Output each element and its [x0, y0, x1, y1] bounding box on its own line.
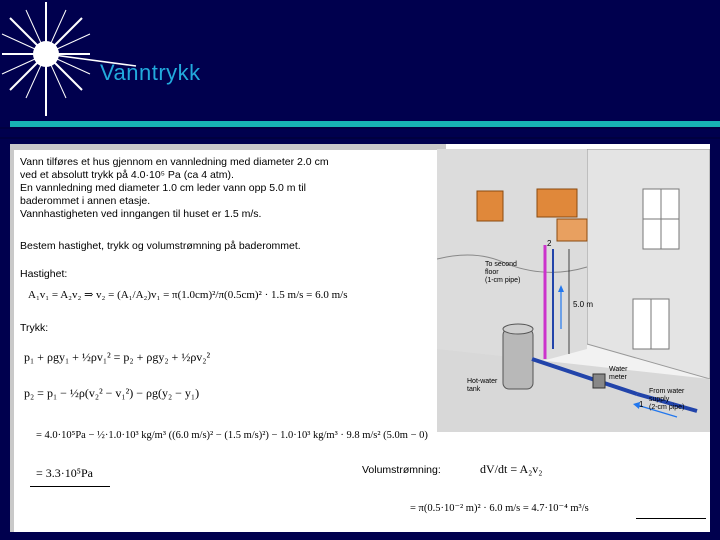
slide-content	[10, 144, 710, 532]
point-1-label: 1	[639, 400, 644, 409]
velocity-heading: Hastighet:	[20, 268, 68, 280]
pressure-heading: Trykk:	[20, 322, 49, 334]
problem-line-4: baderommet i annen etasje.	[20, 195, 151, 207]
supply-label-3: (2-cm pipe)	[649, 404, 685, 411]
problem-line-1: Vann tilføres et hus gjennom en vannledning med diameter 2.0 cm	[20, 156, 329, 168]
point-2-label: 2	[547, 239, 552, 248]
problem-line-5: Vannhastigheten ved inngangen til huset er 1.5 m/s.	[20, 208, 262, 220]
problem-line-2: ved et absolutt trykk på 4.0·10⁵ Pa (ca 4 atm).	[20, 169, 234, 181]
tank-label-1: Hot-water	[467, 378, 498, 385]
water-meter-label-2: meter	[609, 374, 627, 381]
second-floor-label-3: (1-cm pipe)	[485, 277, 521, 284]
second-floor-label-2: floor	[485, 269, 499, 276]
velocity-equation: A₁v₁ = A₂v₂ ⇒ v₂ = (A₁/A₂)v₁ = π(1.0cm)²/π(0.5cm)² · 1.5 m/s = 6.0 m/s	[28, 289, 348, 301]
question-text: Bestem hastighet, trykk og volumstrømning på baderommet.	[20, 240, 301, 252]
water-meter-label-1: Water	[609, 366, 628, 373]
house-plumbing-illustration	[437, 149, 710, 432]
accent-bar	[10, 121, 720, 127]
pressure-equation: p₂ = p₁ − ½ρ(v₂² − v₁²) − ρg(y₂ − y₁)	[24, 386, 200, 400]
supply-label-2: supply	[649, 396, 670, 403]
tank-label-2: tank	[467, 386, 481, 393]
second-floor-label-1: To second	[485, 261, 517, 268]
top-border	[10, 144, 446, 150]
pressure-numbers: = 4.0·10⁵Pa − ½·1.0·10³ kg/m³ ((6.0 m/s)² − (1.5 m/s)²) − 1.0·10³ kg/m³ · 9.8 m/s² (5.0m − 0)	[36, 430, 428, 441]
flow-underline	[636, 518, 706, 519]
pressure-result: = 3.3·10⁵Pa	[36, 466, 93, 480]
starburst-icon	[2, 2, 136, 116]
flow-definition: dV/dt = A₂v₂	[480, 462, 543, 476]
problem-line-3: En vannledning med diameter 1.0 cm leder vann opp 5.0 m til	[20, 182, 306, 194]
page-title: Vanntrykk	[100, 60, 201, 85]
flow-result: = π(0.5·10⁻² m)² · 6.0 m/s = 4.7·10⁻⁴ m³/s	[410, 503, 589, 514]
result-underline	[30, 486, 110, 487]
flow-heading: Volumstrømning:	[362, 464, 441, 476]
height-label: 5.0 m	[573, 300, 594, 309]
left-border	[10, 150, 14, 532]
bernoulli-equation: p₁ + ρgy₁ + ½ρv₁² = p₂ + ρgy₂ + ½ρv₂²	[24, 350, 211, 364]
supply-label-1: From water	[649, 388, 685, 395]
